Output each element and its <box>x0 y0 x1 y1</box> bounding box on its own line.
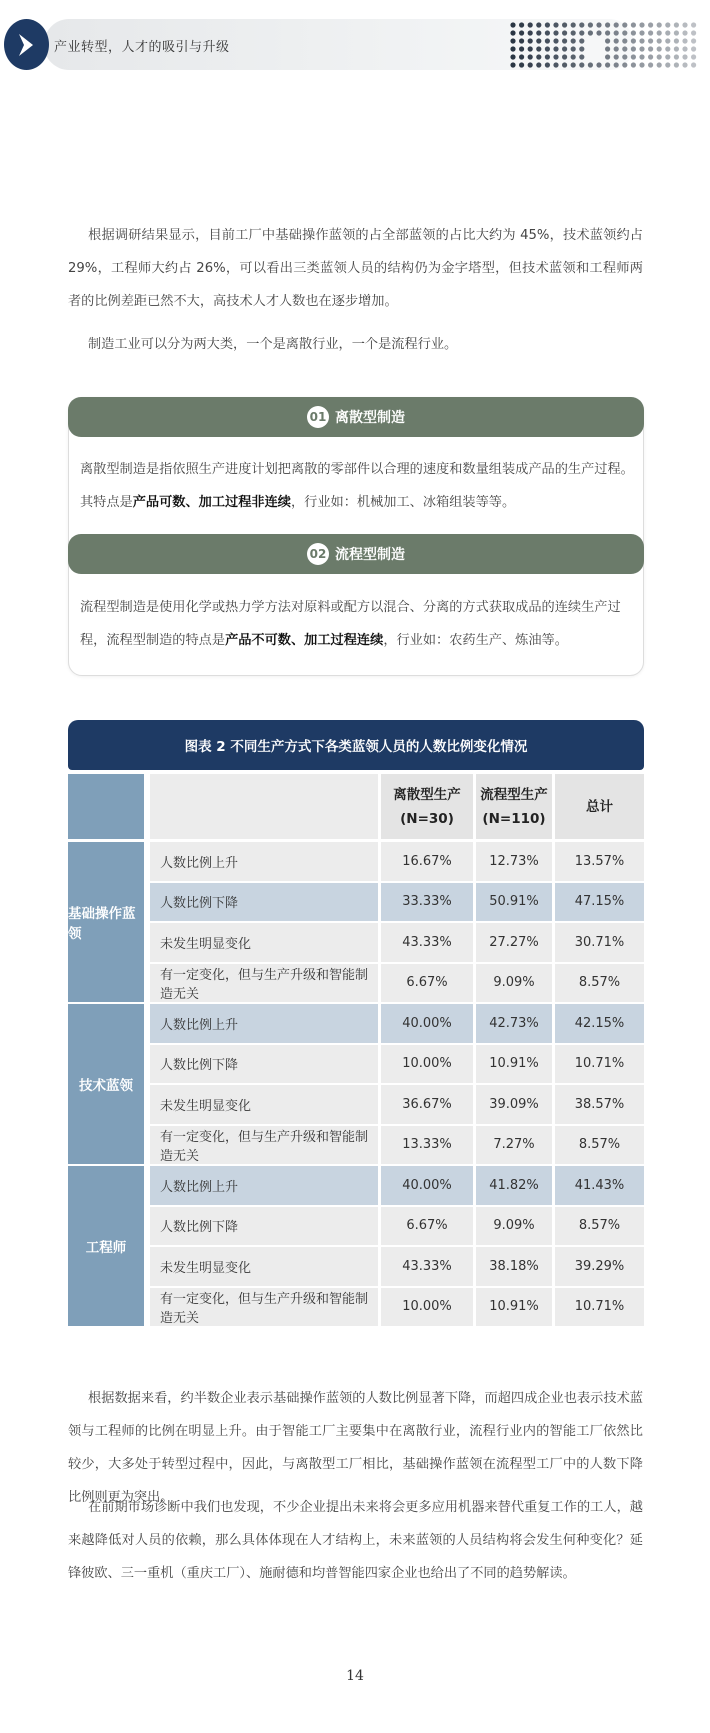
table-cell-value: 42.73% <box>476 1004 552 1043</box>
table-row-label: 人数比例下降 <box>150 883 378 922</box>
table-category-cell: 工程师 <box>68 1166 144 1326</box>
table-cell-value: 10.91% <box>476 1288 552 1327</box>
table-cell-value: 38.57% <box>555 1085 644 1124</box>
table-cell-value: 40.00% <box>381 1004 473 1043</box>
table-cell-value: 30.71% <box>555 923 644 962</box>
section-number-badge: 01 <box>307 406 329 428</box>
table-cell-value: 12.73% <box>476 842 552 881</box>
section-header-process <box>68 534 644 574</box>
section-title: 离散型制造 <box>335 410 405 426</box>
table-title: 图表 2 不同生产方式下各类蓝领人员的人数比例变化情况 <box>68 720 644 770</box>
section-text-process: 流程型制造是使用化学或热力学方法对原料或配方以混合、分离的方式获取成品的连续生产过程，流程型制造的特点是产品不可数、加工过程连续，行业如：农药生产、炼油等。 <box>80 600 621 648</box>
table-cell-value: 10.91% <box>476 1045 552 1084</box>
table-cell-value: 9.09% <box>476 1207 552 1246</box>
table-cell-value: 13.57% <box>555 842 644 881</box>
table-cell-value: 38.18% <box>476 1247 552 1286</box>
table-cell-value: 33.33% <box>381 883 473 922</box>
table-row-label: 未发生明显变化 <box>150 1085 378 1124</box>
table-row-label: 有一定变化，但与生产升级和智能制造无关 <box>150 1126 378 1165</box>
table-cell-value: 10.00% <box>381 1288 473 1327</box>
table-row-label: 人数比例上升 <box>150 842 378 881</box>
table-cell-value: 41.82% <box>476 1166 552 1205</box>
table-row-label: 未发生明显变化 <box>150 1247 378 1286</box>
table-row-label: 有一定变化，但与生产升级和智能制造无关 <box>150 1288 378 1327</box>
table-row-label: 人数比例上升 <box>150 1166 378 1205</box>
table-cell-value: 10.00% <box>381 1045 473 1084</box>
table-row-label: 有一定变化，但与生产升级和智能制造无关 <box>150 964 378 1003</box>
header-logo-circle <box>4 19 49 70</box>
intro-paragraph-1: 根据调研结果显示，目前工厂中基础操作蓝领的占全部蓝领的占比大约为 45%，技术蓝领约占 29%，工程师大约占 26%，可以看出三类蓝领人员的结构仍为金字塔型，但技术蓝领和工程师两者的比例差距已然不大，高技术人才人数也在逐步增加。 <box>68 228 643 309</box>
intro-paragraph-2: 制造工业可以分为两大类，一个是离散行业，一个是流程行业。 <box>88 337 458 352</box>
section-title: 流程型制造 <box>335 547 405 563</box>
table-row-label: 人数比例下降 <box>150 1207 378 1246</box>
table-corner-cell <box>68 774 144 839</box>
section-number-badge: 02 <box>307 543 329 565</box>
table-cell-value: 13.33% <box>381 1126 473 1165</box>
table-cell-value: 16.67% <box>381 842 473 881</box>
table-row-label: 人数比例上升 <box>150 1004 378 1043</box>
section-header-discrete <box>68 397 644 437</box>
table-column-header: 流程型生产 (N=110) <box>476 774 552 839</box>
table-cell-value: 43.33% <box>381 1247 473 1286</box>
table-cell-value: 39.29% <box>555 1247 644 1286</box>
table-column-header: 总计 <box>555 774 644 839</box>
table-cell-value: 6.67% <box>381 1207 473 1246</box>
table-header-blank <box>150 774 378 839</box>
section-text-discrete: 离散型制造是指依照生产进度计划把离散的零部件以合理的速度和数量组装成产品的生产过程。其特点是产品可数、加工过程非连续，行业如：机械加工、冰箱组装等等。 <box>80 462 634 510</box>
table-cell-value: 36.67% <box>381 1085 473 1124</box>
table-cell-value: 40.00% <box>381 1166 473 1205</box>
outro-paragraph-1: 根据数据来看，约半数企业表示基础操作蓝领的人数比例显著下降，而超四成企业也表示技术蓝领与工程师的比例在明显上升。由于智能工厂主要集中在离散行业，流程行业内的智能工厂依然比较少，大多处于转型过程中，因此，与离散型工厂相比，基础操作蓝领在流程型工厂中的人数下降比例则更为突出。 <box>68 1391 643 1505</box>
table-cell-value: 41.43% <box>555 1166 644 1205</box>
table-cell-value: 10.71% <box>555 1288 644 1327</box>
table-cell-value: 50.91% <box>476 883 552 922</box>
table-cell-value: 42.15% <box>555 1004 644 1043</box>
table-row-label: 人数比例下降 <box>150 1045 378 1084</box>
table-category-cell: 技术蓝领 <box>68 1004 144 1164</box>
table-cell-value: 6.67% <box>381 964 473 1003</box>
table-cell-value: 9.09% <box>476 964 552 1003</box>
table-cell-value: 39.09% <box>476 1085 552 1124</box>
table-cell-value: 27.27% <box>476 923 552 962</box>
table-cell-value: 8.57% <box>555 964 644 1003</box>
table-cell-value: 8.57% <box>555 1126 644 1165</box>
page-section-title: 产业转型，人才的吸引与升级 <box>54 40 230 55</box>
table-category-cell: 基础操作蓝领 <box>68 842 144 1002</box>
chevron-right-icon <box>15 32 39 58</box>
table-cell-value: 7.27% <box>476 1126 552 1165</box>
outro-paragraph-2: 在前期市场诊断中我们也发现，不少企业提出未来将会更多应用机器来替代重复工作的工人，越来越降低对人员的依赖，那么具体体现在人才结构上，未来蓝领的人员结构将会发生何种变化？延锋彼欧、三一重机（重庆工厂）、施耐德和均普智能四家企业也给出了不同的趋势解读。 <box>68 1500 643 1581</box>
table-cell-value: 47.15% <box>555 883 644 922</box>
page-number: 14 <box>346 1668 364 1684</box>
table-cell-value: 8.57% <box>555 1207 644 1246</box>
table-cell-value: 10.71% <box>555 1045 644 1084</box>
table-row-label: 未发生明显变化 <box>150 923 378 962</box>
decorative-dot-pattern-icon <box>505 19 705 71</box>
table-column-header: 离散型生产 (N=30) <box>381 774 473 839</box>
table-cell-value: 43.33% <box>381 923 473 962</box>
